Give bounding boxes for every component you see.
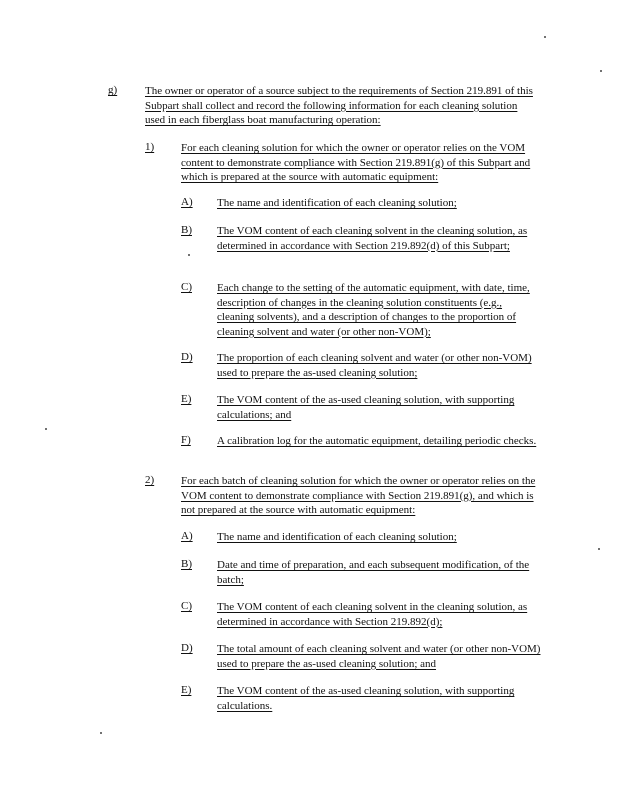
scan-speck [45, 428, 47, 430]
item-1-sub-f-marker: F) [181, 434, 191, 446]
item-2-sub-e-marker: E) [181, 684, 192, 696]
item-1-sub-b-marker: B) [181, 224, 192, 236]
item-1-sub-a-marker: A) [181, 196, 193, 208]
section-g-text: The owner or operator of a source subject to the requirements of Section 219.891 of this Subpart shall collect and record the following information for each cleaning solution used in each fiberglass boat manufacturing operation: [145, 85, 533, 126]
item-1-sub-f-text: A calibration log for the automatic equipment, detailing periodic checks. [217, 435, 537, 447]
item-1-sub-e-marker: E) [181, 393, 192, 405]
item-1-sub-c-marker: C) [181, 281, 192, 293]
item-1-sub-b-text: The VOM content of each cleaning solvent in the cleaning solution, as determined in accordance with Section 219.892(d) of this Subpart; [217, 225, 528, 252]
item-1-sub-c-text: Each change to the setting of the automatic equipment, with date, time, description of changes in the cleaning solution constituents (e.g., cleaning solvents), and a description of changes to the proportion of cleaning solvent and water (or other non-VOM); [217, 282, 530, 338]
item-2-sub-c-marker: C) [181, 600, 192, 612]
item-1-sub-d-text: The proportion of each cleaning solvent and water (or other non-VOM) used to prepare the as-used cleaning solution; [217, 352, 532, 379]
item-1-text: For each cleaning solution for which the owner or operator relies on the VOM content to demonstrate compliance with Section 219.891(g) of this Subpart and which is prepared at the source with automatic equipment: [181, 142, 531, 183]
item-2-text: For each batch of cleaning solution for which the owner or operator relies on the VOM content to demonstrate compliance with Section 219.891(g), and which is not prepared at the source with automatic equipment: [181, 475, 536, 516]
item-2-sub-a-marker: A) [181, 530, 193, 542]
item-1-marker: 1) [145, 141, 155, 153]
item-2-marker: 2) [145, 474, 155, 486]
scan-speck [598, 548, 600, 550]
item-2-sub-c-text: The VOM content of each cleaning solvent in the cleaning solution, as determined in accordance with Section 219.892(d); [217, 601, 528, 628]
item-1-sub-d-marker: D) [181, 351, 193, 363]
item-2-sub-a-text: The name and identification of each cleaning solution; [217, 531, 457, 543]
item-2-sub-d-marker: D) [181, 642, 193, 654]
scan-speck [544, 36, 546, 38]
section-g-marker: g) [108, 84, 118, 96]
scan-speck [100, 732, 102, 734]
item-2-sub-b-text: Date and time of preparation, and each subsequent modification, of the batch; [217, 559, 530, 586]
item-2-sub-d-text: The total amount of each cleaning solvent and water (or other non-VOM) used to prepare the as-used cleaning solution; and [217, 643, 541, 670]
item-1-sub-a-text: The name and identification of each cleaning solution; [217, 197, 457, 209]
item-2-sub-e-text: The VOM content of the as-used cleaning solution, with supporting calculations. [217, 685, 515, 712]
item-1-sub-e-text: The VOM content of the as-used cleaning solution, with supporting calculations; and [217, 394, 515, 421]
scan-speck [188, 254, 190, 256]
item-2-sub-b-marker: B) [181, 558, 192, 570]
scan-speck [600, 70, 602, 72]
